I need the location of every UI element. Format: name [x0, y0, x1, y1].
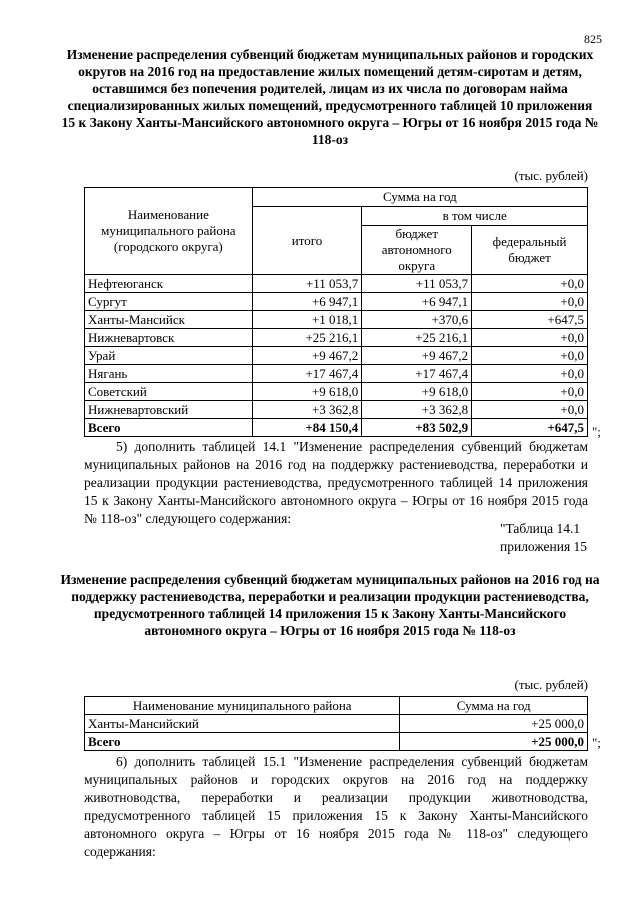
table-row: [85, 715, 588, 733]
row-fed: +0,0: [472, 347, 588, 365]
header-total-col: итого: [252, 207, 362, 275]
table-row: [85, 293, 588, 311]
header-ao-budget-col: бюджет автономного округа: [362, 226, 472, 275]
table-caption: [500, 520, 587, 556]
total-sum: +25 000,0: [400, 733, 588, 751]
table-caption-line2: приложения 15: [500, 539, 588, 554]
page-number: 825: [584, 32, 602, 46]
header-name-col: Наименование муниципального района: [85, 697, 400, 715]
row-fed: +647,5: [472, 311, 588, 329]
table-row: [85, 365, 588, 383]
table-row: [85, 311, 588, 329]
row-total: +9 467,2: [252, 347, 362, 365]
row-name: Ханты-Мансийск: [85, 311, 253, 329]
total-fed: +647,5: [472, 419, 588, 437]
row-total: +3 362,8: [252, 401, 362, 419]
table-row: [85, 275, 588, 293]
row-ao: +370,6: [362, 311, 472, 329]
header-name-col: Наименование муниципального района (городского округа): [85, 188, 253, 275]
row-sum: +25 000,0: [400, 715, 588, 733]
row-total: +17 467,4: [252, 365, 362, 383]
row-ao: +11 053,7: [362, 275, 472, 293]
total-name: Всего: [85, 733, 400, 751]
total-row: [85, 733, 588, 751]
paragraph-5: 5) дополнить таблицей 14.1 "Изменение распределения субвенций бюджетам муниципальных районов на 2016 год на поддержку растениеводства, переработки и реализации продукции растениеводства, предусмотренного таблицей 14 приложения 15 к Закону Ханты-Мансийского автономного округа – Югры от 16 ноября 2015 года № 118-оз" следующего содержания:: [84, 439, 588, 526]
row-name: Нижневартовск: [85, 329, 253, 347]
row-name: Нягань: [85, 365, 253, 383]
row-ao: +3 362,8: [362, 401, 472, 419]
table-row: [85, 347, 588, 365]
table-row: [85, 329, 588, 347]
table-row: [85, 401, 588, 419]
row-name: Нижневартовский: [85, 401, 253, 419]
row-name: Урай: [85, 347, 253, 365]
table-caption-line1: "Таблица 14.1: [500, 521, 581, 536]
total-name: Всего: [85, 419, 253, 437]
row-name: Советский: [85, 383, 253, 401]
row-fed: +0,0: [472, 275, 588, 293]
row-total: +25 216,1: [252, 329, 362, 347]
subvention-table-14: [84, 696, 588, 751]
row-total: +1 018,1: [252, 311, 362, 329]
header-including: в том числе: [362, 207, 588, 226]
row-fed: +0,0: [472, 365, 588, 383]
row-total: +11 053,7: [252, 275, 362, 293]
section1-units: (тыс. рублей): [514, 168, 588, 183]
row-name: Сургут: [85, 293, 253, 311]
paragraph-6: 6) дополнить таблицей 15.1 "Изменение распределения субвенций бюджетам муниципальных районов и городских округов на 2016 год на поддержку животноводства, переработки и реализации продукции животноводства, предусмотренного таблицей 15 приложения 15 к Закону Ханты-Мансийского автономного округа – Югры от 16 ноября 2015 года № 118-оз" следующего содержания:: [84, 754, 588, 859]
row-name: Нефтеюганск: [85, 275, 253, 293]
section1-title: Изменение распределения субвенций бюджетам муниципальных районов и городских округов на 2016 год на предоставление жилых помещений детям-сиротам и детям, оставшимся без попечения родителей, лицам из их числа по договорам найма специализированных жилых помещений, предусмотренного таблицей 10 приложения 15 к Закону Ханты-Мансийского автономного округа – Югры от 16 ноября 2015 года № 118-оз: [61, 47, 599, 147]
row-ao: +6 947,1: [362, 293, 472, 311]
total-sum: +84 150,4: [252, 419, 362, 437]
header-federal-col: федеральный бюджет: [472, 226, 588, 275]
row-total: +6 947,1: [252, 293, 362, 311]
header-sum-col: Сумма на год: [252, 188, 587, 207]
header-sum-col: Сумма на год: [400, 697, 588, 715]
row-ao: +9 618,0: [362, 383, 472, 401]
subvention-table-10: [84, 187, 588, 437]
row-fed: +0,0: [472, 383, 588, 401]
row-fed: +0,0: [472, 329, 588, 347]
table1-closing-quote: ";: [592, 424, 601, 439]
row-ao: +25 216,1: [362, 329, 472, 347]
total-row: [85, 419, 588, 437]
row-ao: +9 467,2: [362, 347, 472, 365]
table-header-row: [85, 697, 588, 715]
row-name: Ханты-Мансийский: [85, 715, 400, 733]
row-fed: +0,0: [472, 401, 588, 419]
section2-units: (тыс. рублей): [514, 677, 588, 692]
total-ao: +83 502,9: [362, 419, 472, 437]
table-row: [85, 383, 588, 401]
section2-title: Изменение распределения субвенций бюджетам муниципальных районов на 2016 год на поддержку растениеводства, переработки и реализации продукции растениеводства, предусмотренного таблицей 14 приложения 15 к Закону Ханты-Мансийского автономного округа – Югры от 16 ноября 2015 года № 118-оз: [60, 572, 600, 638]
row-total: +9 618,0: [252, 383, 362, 401]
row-ao: +17 467,4: [362, 365, 472, 383]
row-fed: +0,0: [472, 293, 588, 311]
table2-closing-quote: ";: [592, 735, 601, 750]
